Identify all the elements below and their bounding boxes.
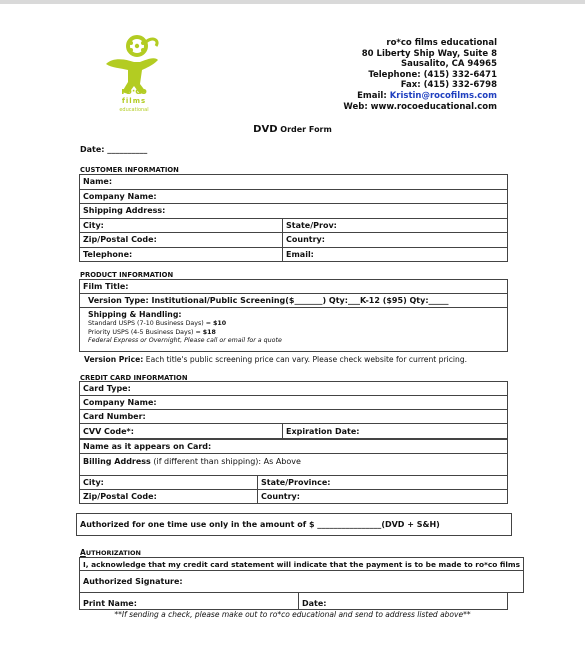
authorization-heading-first: A <box>80 548 86 557</box>
authorization-heading-rest: UTHORIZATION <box>85 549 141 557</box>
billing-city-field[interactable]: City: <box>80 476 258 490</box>
shipping-title: Shipping & Handling: <box>88 310 182 319</box>
contact-address: 80 Liberty Ship Way, Suite 8 <box>361 48 497 59</box>
contact-company: ro*co films educational <box>386 38 497 48</box>
contact-email-label: Email: <box>357 90 387 101</box>
priority-price: $18 <box>202 328 216 336</box>
credit-company-field[interactable]: Company Name: <box>80 396 508 410</box>
customer-shipping-field[interactable]: Shipping Address: <box>80 204 508 219</box>
title-form: Form <box>308 125 332 134</box>
contact-city: Sausalito, CA 94965 <box>401 59 497 70</box>
shipping-priority[interactable] <box>88 329 504 338</box>
product-heading: PRODUCT INFORMATION <box>80 271 174 279</box>
standard-label: Standard USPS (7-10 Business Days) = <box>88 320 214 327</box>
billing-country-field[interactable]: Country: <box>258 490 508 504</box>
billing-state-field[interactable]: State/Province: <box>258 476 508 490</box>
billing-zip-field[interactable]: Zip/Postal Code: <box>80 490 258 504</box>
title-order: Order <box>277 125 309 134</box>
acknowledge-text <box>80 558 524 571</box>
priority-label: Priority USPS (4-5 Business Days) = <box>88 328 203 336</box>
logo-text <box>104 88 164 115</box>
standard-price: $10 <box>213 320 227 327</box>
contact-web: Web: www.rocoeducational.com <box>343 101 497 112</box>
customer-heading: CUSTOMER INFORMATION <box>80 166 179 174</box>
acknowledge-company: ro*co films <box>475 559 521 569</box>
authorization-table <box>79 557 524 593</box>
billing-label: Billing Address <box>83 457 151 466</box>
contact-email-row <box>343 91 497 102</box>
authorized-amount-table <box>76 513 512 536</box>
contact-email-link[interactable]: Kristin@rocofilms.com <box>389 90 497 101</box>
authorized-signature-field[interactable]: Authorized Signature: <box>80 571 524 593</box>
customer-zip-field[interactable]: Zip/Postal Code: <box>80 233 283 248</box>
card-number-field[interactable]: Card Number: <box>80 410 508 424</box>
billing-address-field[interactable] <box>80 454 508 476</box>
cvv-field[interactable]: CVV Code*: <box>80 424 283 439</box>
customer-city-field[interactable]: City: <box>80 218 283 233</box>
logo-sub2: educational <box>119 107 149 113</box>
authorized-amount-field[interactable] <box>77 514 512 536</box>
customer-name-field[interactable]: Name: <box>80 175 508 190</box>
customer-telephone-field[interactable]: Telephone: <box>80 247 283 262</box>
print-name-field[interactable]: Print Name: <box>80 593 299 610</box>
customer-company-field[interactable]: Company Name: <box>80 189 508 204</box>
product-table <box>79 279 508 352</box>
version-price-label: Version Price: <box>84 355 144 364</box>
billing-city-table <box>79 475 508 504</box>
authorized-amount-blank: $ ________________ <box>308 520 382 529</box>
authorized-amount-suffix: (DVD + S&H) <box>381 520 440 529</box>
auth-date-field[interactable]: Date: <box>299 593 508 610</box>
shipping-handling-cell <box>80 308 508 352</box>
contact-telephone: Telephone: (415) 332-6471 <box>368 69 497 80</box>
shipping-express[interactable]: Federal Express or Overnight, Please call or email for a quote <box>88 337 282 345</box>
customer-email-field[interactable]: Email: <box>283 247 508 262</box>
billing-table <box>79 439 508 476</box>
authorization-heading <box>80 548 141 557</box>
billing-note: (if different than shipping): As Above <box>150 457 301 466</box>
title-dvd: DVD <box>253 124 278 135</box>
logo-name: ro·co <box>121 87 147 97</box>
card-type-field[interactable]: Card Type: <box>80 382 508 396</box>
version-type-field[interactable]: Version Type: Institutional/Public Screening($_______) Qty:___K-12 ($95) Qty:_____ <box>80 294 508 308</box>
logo-sub: films <box>121 97 147 105</box>
name-on-card-field[interactable]: Name as it appears on Card: <box>80 440 508 454</box>
contact-fax: Fax: (415) 332-6798 <box>400 80 497 91</box>
customer-state-field[interactable]: State/Prov: <box>283 218 508 233</box>
print-name-table <box>79 592 508 610</box>
credit-heading: CREDIT CARD INFORMATION <box>80 374 188 382</box>
page-title <box>0 124 585 135</box>
customer-table <box>79 174 508 262</box>
date-field[interactable]: Date: __________ <box>80 145 148 154</box>
authorized-amount-label: Authorized for one time use only in the amount of <box>80 520 309 529</box>
page-top-border <box>0 0 585 4</box>
footer-note: **If sending a check, please make out to ro*co educational and send to address listed above** <box>114 610 471 619</box>
acknowledge-pre: I, acknowledge that my credit card statement will indicate that the payment is to be made to <box>83 559 476 569</box>
contact-block <box>343 38 497 112</box>
film-title-field[interactable]: Film Title: <box>80 280 508 294</box>
expiration-field[interactable]: Expiration Date: <box>283 424 508 439</box>
customer-country-field[interactable]: Country: <box>283 233 508 248</box>
credit-table <box>79 381 508 439</box>
version-price-note <box>84 355 467 364</box>
version-price-text: Each title's public screening price can vary. Please check website for current pricing. <box>143 355 468 364</box>
shipping-standard[interactable] <box>88 320 504 329</box>
